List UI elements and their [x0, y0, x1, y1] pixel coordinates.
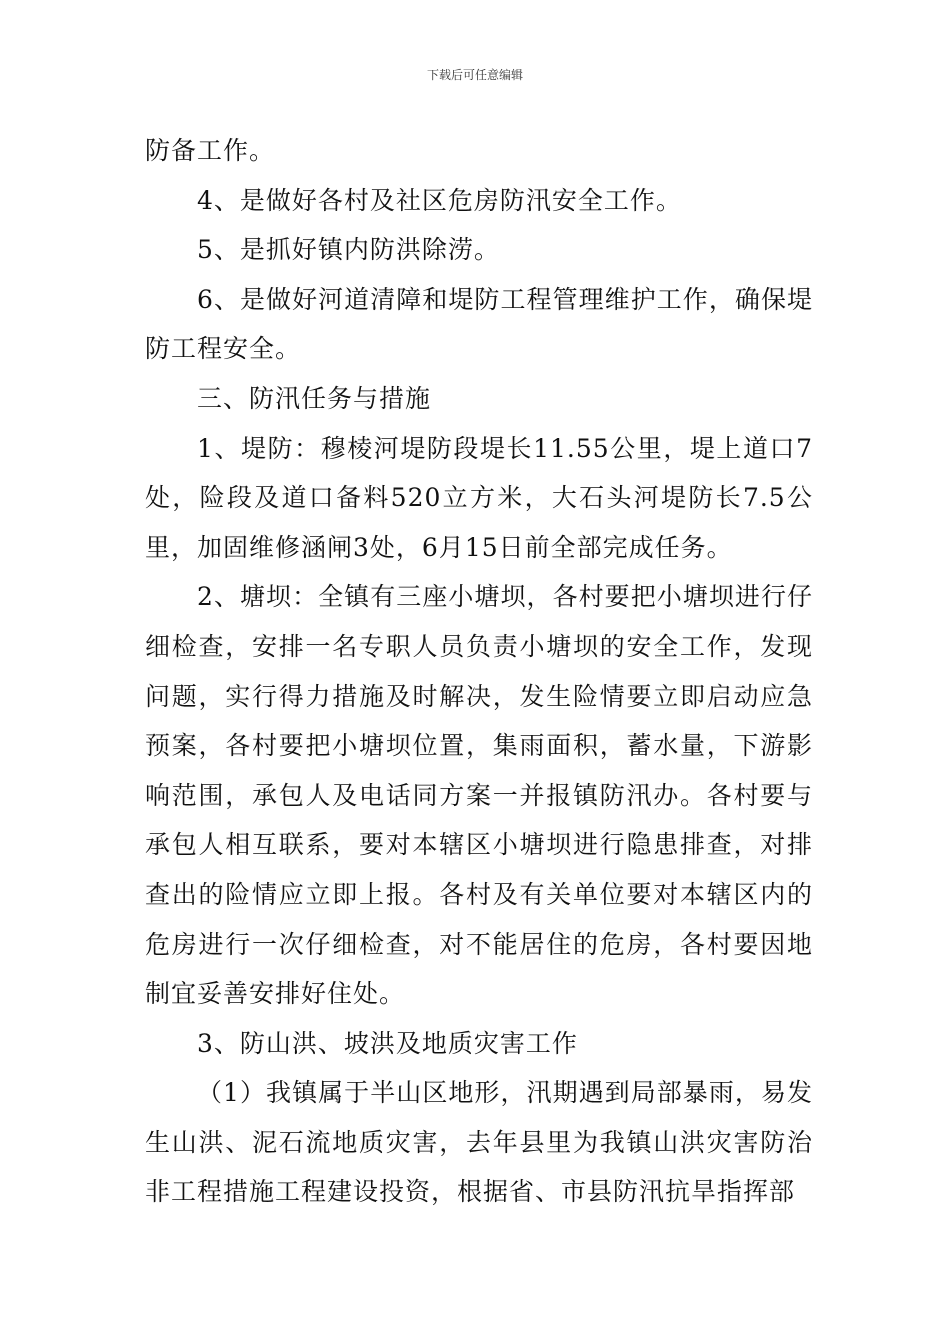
paragraph: 2、塘坝：全镇有三座小塘坝，各村要把小塘坝进行仔细检查，安排一名专职人员负责小塘坝的安全工作，发现问题，实行得力措施及时解决，发生险情要立即启动应急预案，各村要把小塘坝位置，集雨面积，蓄水量，下游影响范围，承包人及电话同方案一并报镇防汛办。各村要与承包人相互联系，要对本辖区小塘坝进行隐患排查，对排查出的险情应立即上报。各村及有关单位要对本辖区内的危房进行一次仔细检查，对不能居住的危房，各村要因地制宜妥善安排好住处。: [145, 582, 813, 1009]
page-header: 下载后可任意编辑: [426, 68, 523, 82]
document-body: [145, 126, 813, 1217]
paragraph: 1、堤防：穆棱河堤防段堤长11.55公里，堤上道口7处，险段及道口备料520立方米，大石头河堤防长7.5公里，加固维修涵闸3处，6月15日前全部完成任务。: [145, 433, 813, 562]
section-heading: 三、防汛任务与措施: [197, 383, 432, 413]
paragraph: 5、是抓好镇内防洪除涝。: [197, 235, 500, 265]
paragraph: （1）我镇属于半山区地形，汛期遇到局部暴雨，易发生山洪、泥石流地质灾害，去年县里为我镇山洪灾害防治非工程措施工程建设投资，根据省、市县防汛抗旱指挥部: [145, 1078, 813, 1207]
paragraph: 4、是做好各村及社区危房防汛安全工作。: [197, 185, 682, 215]
paragraph: 6、是做好河道清障和堤防工程管理维护工作，确保堤防工程安全。: [145, 284, 813, 364]
paragraph: 防备工作。: [145, 136, 276, 165]
paragraph: 3、防山洪、坡洪及地质灾害工作: [197, 1028, 578, 1058]
